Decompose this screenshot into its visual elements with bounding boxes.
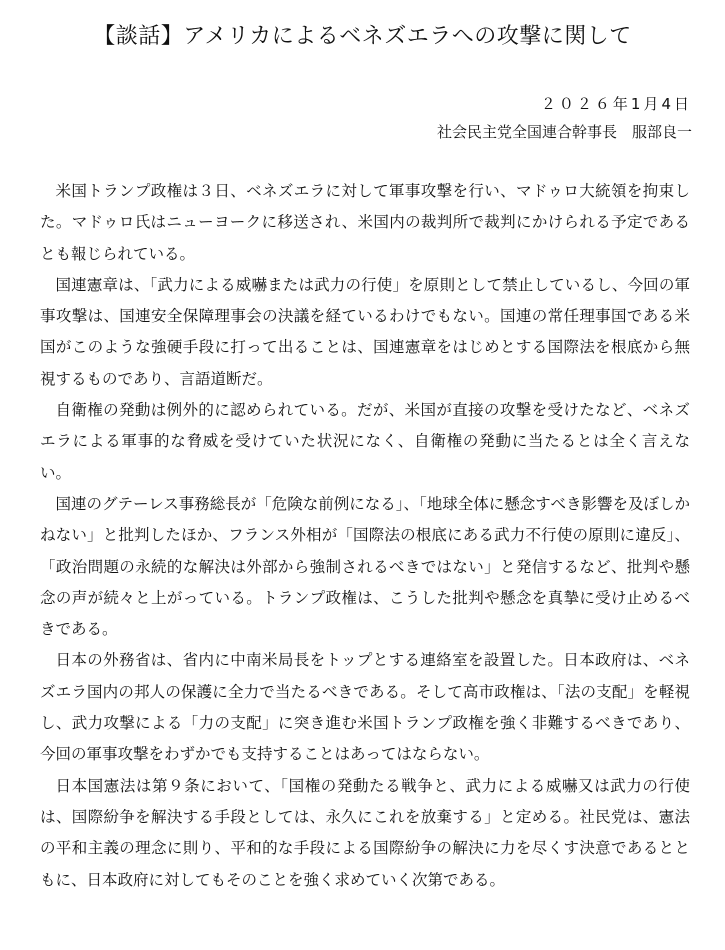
paragraph: 自衛権の発動は例外的に認められている。だが、米国が直接の攻撃を受けたなど、ベネズエラによる軍事的な脅威を受けていた状況になく、自衛権の発動に当たるとは全く言えない。: [40, 401, 690, 482]
document-meta: [437, 90, 692, 146]
document-date: ２０２６年1月4日: [540, 95, 692, 113]
paragraph: 米国トランプ政権は３日、ベネズエラに対して軍事攻撃を行い、マドゥロ大統領を拘束した。マドゥロ氏はニューヨークに移送され、米国内の裁判所で裁判にかけられる予定であるとも報じられている。: [40, 182, 690, 263]
paragraph: 国連のグテーレス事務総長が「危険な前例になる」、「地球全体に懸念すべき影響を及ぼしかねない」と批判したほか、フランス外相が「国際法の根底にある武力不行使の原則に違反」、「政治問題の永続的な解決は外部から強制されるべきではない」と発信するなど、批判や懸念の声が続々と上がっている。トランプ政権は、こうした批判や懸念を真摯に受け止めるべきである。: [40, 494, 690, 639]
document-title: 【談話】アメリカによるベネズエラへの攻撃に関して: [93, 24, 632, 49]
paragraph: 日本の外務省は、省内に中南米局長をトップとする連絡室を設置した。日本政府は、ベネズエラ国内の邦人の保護に全力で当たるべきである。そして高市政権は、「法の支配」を軽視し、武力攻撃による「力の支配」に突き進む米国トランプ政権を強く非難するべきであり、今回の軍事攻撃をわずかでも支持することはあってはならない。: [40, 651, 690, 764]
document-author: 社会民主党全国連合幹事長 服部良一: [436, 123, 692, 141]
paragraph: 国連憲章は、「武力による威嚇または武力の行使」を原則として禁止しているし、今回の軍事攻撃は、国連安全保障理事会の決議を経ているわけでもない。国連の常任理事国である米国がこのような強硬手段に打って出ることは、国連憲章をはじめとする国際法を根底から無視するものであり、言語道断だ。: [40, 275, 690, 388]
paragraph: 日本国憲法は第９条において、「国権の発動たる戦争と、武力による威嚇又は武力の行使は、国際紛争を解決する手段としては、永久にこれを放棄する」と定める。社民党は、憲法の平和主義の理念に則り、平和的な手段による国際紛争の解決に力を尽くす決意であるとともに、日本政府に対してもそのことを強く求めていく次第である。: [40, 776, 690, 889]
document-body: [40, 176, 690, 896]
